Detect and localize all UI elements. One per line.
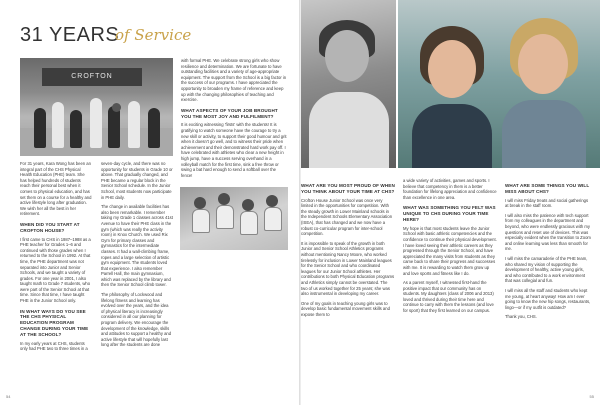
- student-figure: [216, 205, 234, 229]
- interview-question: WHAT ARE SOME THINGS YOU WILL MISS ABOUT CHS?: [505, 183, 590, 194]
- title-main: 31 YEARS: [20, 24, 120, 46]
- body-paragraph: I will miss the camaraderie of the PHE team, who shared my vision of supporting the development of healthy, active young girls, and who contributed to a work environment that was collegial and fun.: [505, 255, 588, 284]
- portrait-face: [325, 30, 369, 82]
- left-page: [0, 0, 299, 405]
- body-paragraph: a wide variety of activities, games and sports. I believe that competency in them is a better foundation for lifelong appreciation and confidence than excellence in one area.: [403, 178, 497, 200]
- portrait-face: [428, 40, 476, 98]
- body-paragraph: In my early years at CHS, students only had PHE two to three times in a: [20, 340, 88, 352]
- portrait-shirt: [502, 100, 586, 168]
- player-figure: [108, 106, 120, 148]
- body-paragraph: One of my goals in teaching young girls was to develop basic fundamental movement skills and expose them to: [301, 300, 390, 317]
- basketball-photo: [20, 58, 173, 156]
- body-paragraph: I will miss all the staff and students who kept me young, at heart anyway! How am I ever going to know the new hip songs, restaurants, lingo—or if my outfit is outdated?: [505, 287, 591, 310]
- article-title: [20, 24, 190, 54]
- portrait-shirt: [412, 104, 492, 168]
- body-paragraph: Crofton House Junior School was once very limited in the opportunities for competition. With the steady growth in Lower Mainland schools in the Independent Schools Elementary Association (ISEA), that has changed and we now have a robust co-curricular program for inter-school competition.: [301, 197, 393, 237]
- body-paragraph: It is exciting witnessing 'firsts' with the students! It is gratifying to watch someone have the courage to try a new skill or activity, to support their good humour and grit when it doesn't go well, and to witness their pride when achievement and their demonstrated hard work pay off. I have celebrated with athletes who clear a new height in high jump, have a success serving overhand in a volleyball match for the first time, sink a free throw or swing a bat hard enough to send a softball over the fence!: [181, 122, 287, 178]
- interview-question: WHAT WAS SOMETHING YOU FELT WAS UNIQUE TO CHS DURING YOUR TIME HERE?: [403, 205, 496, 222]
- basketball: [112, 103, 121, 112]
- player-figure: [52, 102, 64, 148]
- interview-question: WHAT ASPECTS OF YOUR JOB BROUGHT YOU THE MOST JOY AND FULFILMENT?: [181, 107, 278, 119]
- player-figure: [34, 108, 46, 148]
- student-figure: [240, 211, 258, 235]
- body-paragraph: As a parent myself, I witnessed first-hand the positive impact that our community has on students. My daughters (class of 2006 and 2013) loved and thrived during their time here and continue to carry with them the lessons (and love for sport) that they first learned on our campus.: [403, 280, 494, 314]
- gym-banner: CROFTON: [42, 68, 142, 86]
- body-paragraph: I first came to CHS in 1987–1988 as a PHE teacher for Grades 1–6 and continued with those grades when I returned to the School in 1992. At that time, the PHE department was not separated into Junior and Senior Schools, and we taught a variety of grades. For one year in 2001, I also taught math to Grade 7 students, who were part of the Senior School at that time. Since that time, I have taught PHE in the Junior School only.: [20, 236, 91, 304]
- student-figure: [194, 197, 206, 209]
- player-figure: [148, 108, 160, 148]
- student-figure: [192, 209, 210, 233]
- student-figure: [218, 193, 230, 205]
- player-figure: [70, 110, 82, 148]
- interview-question: IN WHAT WAYS DO YOU SEE THE CHS PHYSICAL EDUCATION PROGRAM CHANGE DURING YOUR TIME AT THE SCHOOL?: [20, 308, 89, 337]
- interview-question: WHAT ARE YOU MOST PROUD OF WHEN YOU THINK ABOUT YOUR TIME AT CHS?: [301, 183, 395, 194]
- portrait-shirt: [309, 92, 389, 168]
- left-column-3: [181, 58, 287, 182]
- student-figure: [264, 207, 282, 231]
- student-figure: [242, 199, 254, 211]
- page-number-right: 55: [589, 394, 594, 399]
- body-paragraph: I will miss Friday treats and social gatherings at break in the staff room.: [505, 197, 589, 209]
- title-script: of Service: [115, 26, 192, 44]
- body-paragraph: The philosophy of Lockwood and lifelong fitness and learning has evolved over the years, and the idea of physical literacy is increasingly considered in all our planning for program delivery. We encourage the development of the knowledge, skills and attitudes to support a healthy and active lifestyle that will hopefully last long after the students are done: [101, 292, 172, 348]
- right-column-2: [403, 178, 497, 318]
- right-column-3: [505, 178, 591, 324]
- portrait-photo-outdoor: [398, 0, 600, 168]
- body-paragraph: seven-day cycle, and there was no opportunity for students in Grade 10 or above. That gradually changed, and PHE became a regular block in the Senior School schedule. In the Junior School, most students now participate in PHE daily.: [101, 161, 173, 200]
- body-paragraph: It is impossible to speak of the growth in both Junior and Senior School Athletics programs without mentioning Nancy Moore, who worked tirelessly for inclusion in Lower Mainland leagues for the Senior School and who coordinated leagues for our Junior School athletes. Her contributions to both Physical Education programs and Athletics simply cannot be overstated. The two of us worked together for 25 years; she was also instrumental in developing my career.: [301, 240, 395, 297]
- right-page: [301, 0, 600, 405]
- interview-question: WHEN DID YOU START AT CROFTON HOUSE?: [20, 221, 80, 233]
- body-paragraph: My hope is that most students leave the Junior School with basic athletic competencies and the confidence to continue their physical development. I have loved seeing their athletic careers as they progressed through the Senior School, and have appreciated the many visits from students as they came back to share their progress and successes with me. It is rewarding to watch them grow up and love sports and fitness like I do.: [403, 225, 497, 276]
- students-photo: [180, 187, 288, 250]
- portrait-photo-archive: [301, 0, 396, 168]
- student-figure: [266, 195, 278, 207]
- body-paragraph: I will also miss the patience with tech support from my colleagues in the department and beyond, who were endlessly gracious with my questions and reset use of devices. This was especially evident when the transition to Zoom and online learning was less than smooth for me.: [505, 212, 591, 252]
- right-column-1: [301, 178, 395, 321]
- player-figure: [128, 101, 140, 148]
- left-column-2: [101, 161, 173, 352]
- body-paragraph: Thank you, CHS.: [505, 314, 537, 320]
- page-number-left: 54: [6, 394, 11, 399]
- left-column-1: [20, 161, 92, 356]
- body-paragraph: The change in available facilities has also been remarkable. I remember taking my Grade 1 classes across 41st Avenue to have their PHE class in the gym (which was really the activity room) in Knox Church. We used Rix Gym for primary classes and gymnastics for the intermediate classes. It had a wall-climbing frame, ropes and a large selection of artistic gym equipment. The students loved that experience. I also remember Parrell Hall, the main gymnasium, which was replaced by the library and then the Senior School climb tower.: [101, 204, 173, 288]
- body-paragraph: with formal PHE. We celebrate strong girls who show resilience and determination. We are fortunate to have outstanding facilities and a variety of age-appropriate equipment. The support from the School is a big factor in the success of our programs. I have appreciated the opportunity to broaden my frame of reference and keep up with the changing philosophies of teaching and exercise.: [181, 58, 287, 103]
- portrait-face: [518, 34, 568, 94]
- player-figure: [90, 98, 102, 148]
- body-paragraph: For 31 years, Kara Wong has been an integral part of the CHS Physical Health Education (PHE) team. She has helped hundreds of students reach their personal best when it comes to physical education, and has set them on a course for a healthy and active lifestyle long after graduation. We wish her all the best in her retirement.: [20, 161, 92, 217]
